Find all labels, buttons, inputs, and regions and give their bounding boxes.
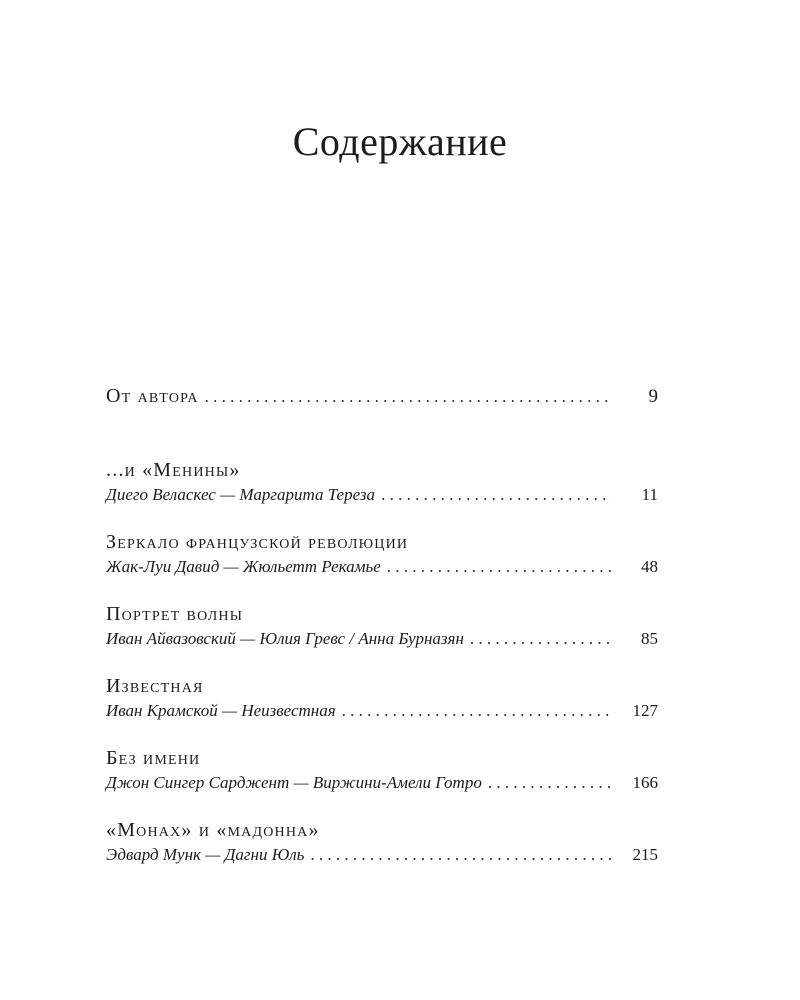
dot-leader	[381, 485, 612, 505]
toc-heading: От автора	[106, 385, 199, 407]
page-number: 85	[641, 629, 658, 648]
toc-entry-chapter-6[interactable]	[106, 817, 658, 867]
page-number: 48	[641, 557, 658, 576]
toc-line	[106, 627, 658, 651]
toc-subtitle: Жак-Луи Давид — Жюльетт Рекамье	[106, 557, 381, 576]
dot-leader	[470, 629, 612, 649]
dot-leader	[488, 773, 612, 793]
page-number: 166	[632, 773, 658, 792]
toc-heading: «Монах» и «мадонна»	[106, 819, 320, 841]
page-number: 11	[641, 485, 658, 504]
toc-line	[106, 771, 658, 795]
toc-entry-chapter-3[interactable]	[106, 601, 658, 651]
toc-subtitle: Иван Айвазовский — Юлия Гревс / Анна Бурназян	[106, 629, 464, 648]
toc-subtitle: Диего Веласкес — Маргарита Тереза	[106, 485, 376, 504]
toc-line	[106, 383, 658, 409]
dot-leader	[342, 701, 612, 721]
dot-leader	[205, 387, 612, 407]
toc-line	[106, 843, 658, 867]
toc-subtitle: Иван Крамской — Неизвестная	[106, 701, 336, 720]
toc-line	[106, 555, 658, 579]
table-of-contents	[106, 383, 658, 889]
dot-leader	[310, 845, 612, 865]
dot-leader	[387, 557, 612, 577]
toc-heading: ...и «Менины»	[106, 459, 241, 481]
toc-line	[106, 699, 658, 723]
toc-entry-intro[interactable]	[106, 383, 658, 409]
toc-heading: Зеркало французской революции	[106, 531, 409, 553]
toc-entry-chapter-4[interactable]	[106, 673, 658, 723]
page-title: Содержание	[292, 119, 508, 164]
toc-subtitle: Джон Сингер Сарджент — Виржини-Амели Готро	[106, 773, 482, 792]
toc-entry-chapter-2[interactable]	[106, 529, 658, 579]
page-number: 9	[648, 386, 658, 407]
toc-heading: Без имени	[106, 747, 201, 769]
toc-line	[106, 483, 658, 507]
page-number: 215	[632, 845, 658, 864]
toc-entry-chapter-1[interactable]	[106, 457, 658, 507]
toc-entry-chapter-5[interactable]	[106, 745, 658, 795]
toc-heading: Известная	[106, 675, 204, 697]
toc-heading: Портрет волны	[106, 603, 244, 625]
toc-subtitle: Эдвард Мунк — Дагни Юль	[106, 845, 305, 864]
page-number: 127	[632, 701, 658, 720]
